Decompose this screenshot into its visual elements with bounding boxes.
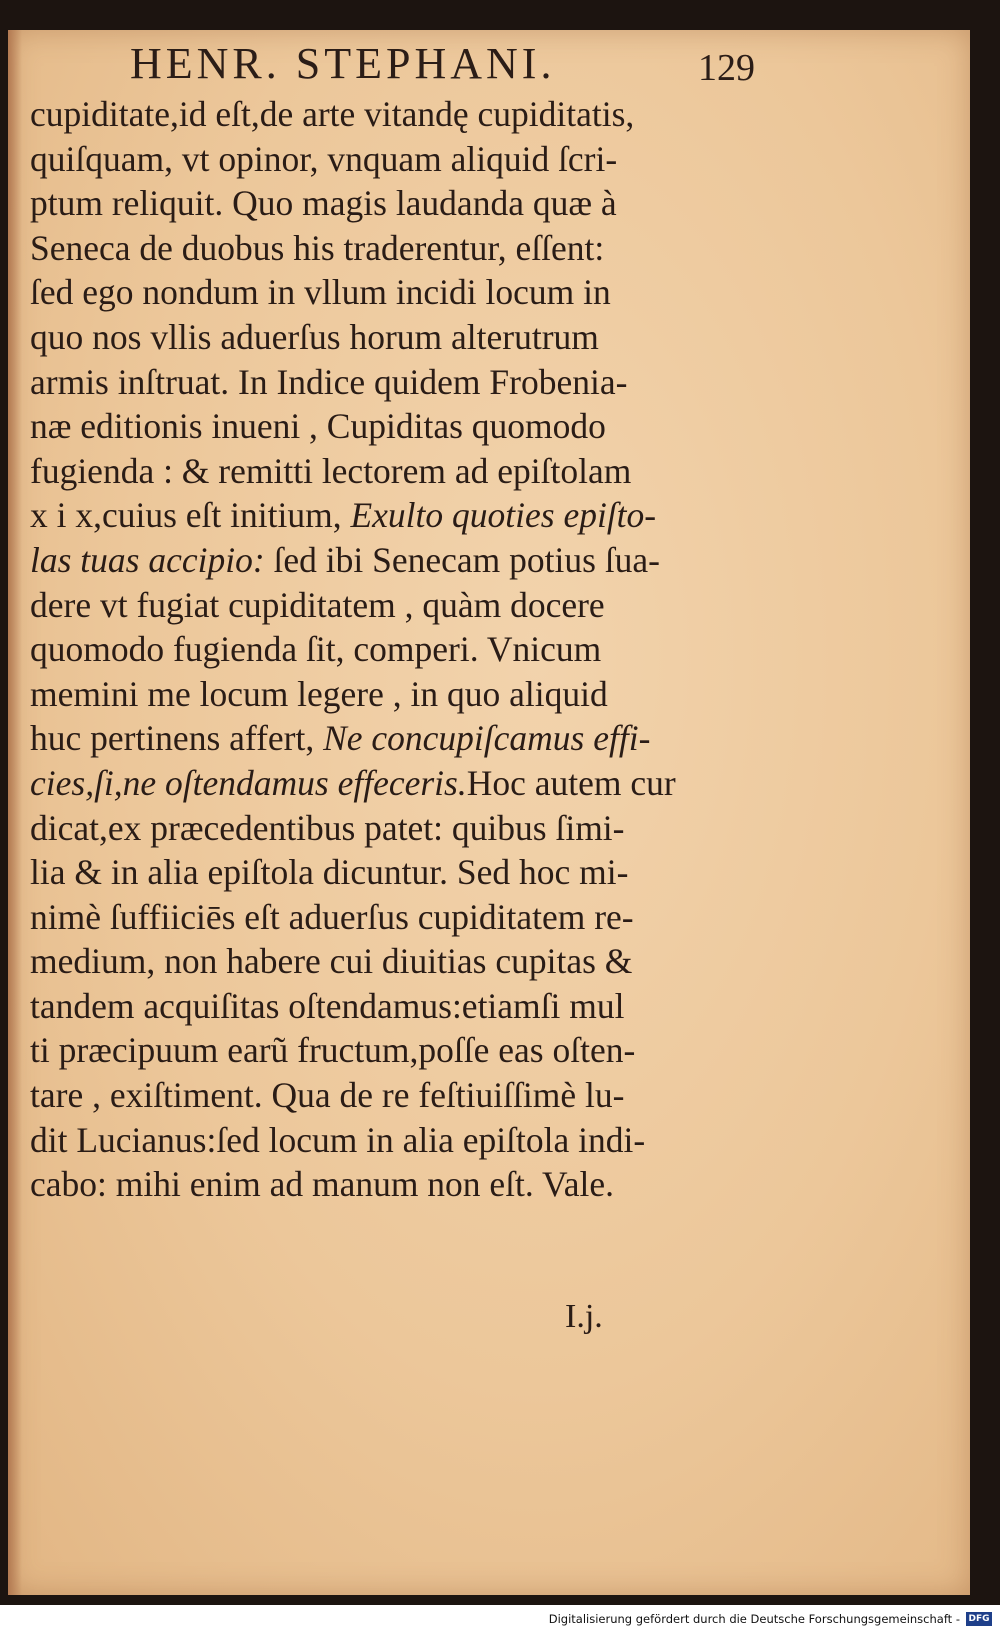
page-number: 129 <box>698 47 755 89</box>
text-italic: las tuas accipio: <box>30 539 265 580</box>
text-line: tare , exiſtiment. Qua de re feſtiuiſſimè lu- <box>30 1075 625 1116</box>
text-italic: Ne concupiſcamus effi- <box>323 718 651 759</box>
signature-mark: I.j. <box>565 1298 603 1335</box>
funding-credit: Digitalisierung gefördert durch die Deutsche Forschungsgemeinschaft - <box>548 1612 960 1626</box>
text-line: fugienda : & remitti lectorem ad epiſtolam <box>30 450 632 491</box>
text-line: armis inſtruat. In Indice quidem Frobenia- <box>30 361 628 402</box>
text-line: lia & in alia epiſtola dicuntur. Sed hoc mi- <box>30 852 629 893</box>
text-line: cupiditate,id eſt,de arte vitandę cupiditatis, <box>30 94 635 134</box>
text-line: ptum reliquit. Quo magis laudanda quæ à <box>30 183 617 224</box>
text-line <box>30 538 770 583</box>
text-roman: ſed ibi Senecam potius ſua- <box>264 539 661 580</box>
text-italic: cies,ſi,ne oſtendamus effeceris. <box>30 762 467 803</box>
text-roman: Hoc autem cur <box>466 762 676 803</box>
text-roman: huc pertinens affert, <box>30 718 324 759</box>
body-text <box>30 92 770 1207</box>
text-line: quomodo fugienda ſit, comperi. Vnicum <box>30 629 602 670</box>
dfg-logo: DFG <box>966 1612 992 1626</box>
footer-bar <box>0 1609 1000 1630</box>
text-italic: Exulto quoties epiſto- <box>350 495 657 536</box>
running-head: HENR. STEPHANI. <box>130 39 556 88</box>
text-line <box>30 761 770 806</box>
text-line: Seneca de duobus his traderentur, eſſent: <box>30 227 605 268</box>
text-line: næ editionis inueni , Cupiditas quomodo <box>30 406 606 447</box>
text-line: nimè ſuffiiciēs eſt aduerſus cupiditatem re- <box>30 896 634 937</box>
text-roman: x i x,cuius eſt initium, <box>30 495 351 536</box>
text-line: dicat,ex præcedentibus patet: quibus ſimi- <box>30 807 625 848</box>
text-line: medium, non habere cui diuitias cupitas & <box>30 941 633 982</box>
page-gutter-edge <box>8 30 22 1595</box>
text-line: quo nos vllis aduerſus horum alterutrum <box>30 316 599 357</box>
text-line <box>30 493 770 538</box>
text-line <box>30 716 770 761</box>
text-line: memini me locum legere , in quo aliquid <box>30 673 608 714</box>
text-line: quiſquam, vt opinor, vnquam aliquid ſcri- <box>30 138 618 179</box>
text-line: cabo: mihi enim ad manum non eſt. Vale. <box>30 1164 614 1205</box>
text-line: ſed ego nondum in vllum incidi locum in <box>30 272 611 313</box>
text-line: dit Lucianus:ſed locum in alia epiſtola indi- <box>30 1119 646 1160</box>
text-line: dere vt fugiat cupiditatem , quàm docere <box>30 584 605 625</box>
text-line: tandem acquiſitas oſtendamus:etiamſi mul <box>30 985 625 1026</box>
text-line: ti præcipuum earũ fructum,poſſe eas oſten- <box>30 1030 636 1071</box>
